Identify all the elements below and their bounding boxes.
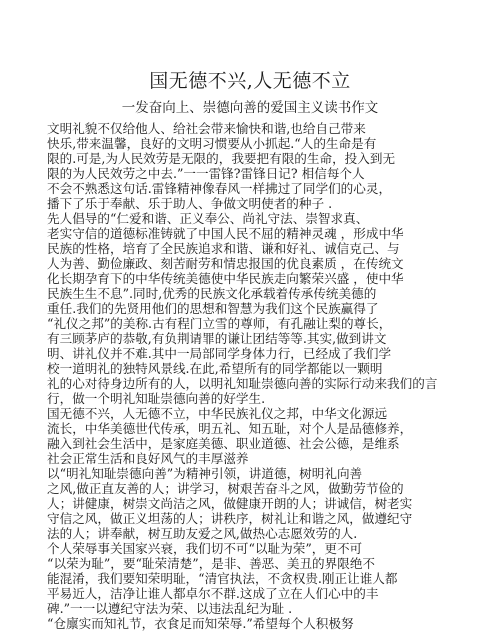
body-line: 法的人；讲奉献，树互助友爱之风,做热心志愿效劳的人. (47, 526, 358, 541)
body-line: 守信之风，做正义坦荡的人；讲秩序，树礼让和谐之风，做遵纪守 (47, 511, 413, 526)
body-line: 礼的心对待身边所有的人，以明礼知耻崇德向善的实际行动来我们的言 (47, 376, 438, 391)
body-line: 民族的性格，培育了全民族追求和谐、谦和好礼、诚信克己、与 (47, 241, 400, 256)
body-line: 能混淆，我们要知荣明耻，“清官执法，不贪权贵.刚正让谁人都 (47, 571, 398, 586)
body-line: 重任.我们的先贤用他们的思想和智慧为我们这个民族赢得了 (47, 301, 379, 316)
body-line: 社会正常生活和良好风气的丰厚滋养 (47, 451, 249, 466)
body-line: 碑.”一一以遵纪守法为荣、以违法乱纪为耻 . (47, 601, 293, 616)
body-line: “礼仪之邦”的美称.古有程门立雪的尊师，有孔融让梨的尊长， (47, 316, 392, 331)
document-title: 国无德不兴,人无德不立 (149, 70, 351, 92)
document-body (47, 121, 467, 631)
body-line: 之风,做正直友善的人；讲学习，树艰苦奋斗之风，做勤劳节俭的 (47, 481, 404, 496)
body-line: 人；讲健康，树崇文尚洁之风，做健康开朗的人；讲诚信，树老实 (47, 496, 413, 511)
body-line: 人为善、勤俭廉政、刻苦耐劳和情忠报国的优良素质 ，在传统文 (47, 256, 404, 271)
body-line: 流长，中华美德世代传承，明五礼、知五耻，对个人是品德修养， (47, 421, 413, 436)
body-line: 快乐,带来温馨，良好的文明习惯要从小抓起.“人的生命是有 (47, 136, 377, 151)
body-line: 先人倡导的“仁爱和谐、正义奉公、尚礼守法、崇智求真、 (47, 211, 369, 226)
body-line: “仓廪实而知礼节，衣食足而知荣辱.”希望每个人积极努 (47, 616, 354, 631)
body-line: 民族生生不息”.同时,优秀的民族文化承载着传承传统美德的 (47, 286, 377, 301)
body-line: 国无德不兴，人无德不立，中华民族礼仪之邦，中华文化源远 (47, 406, 388, 421)
body-line: 行，做一个明礼知耻崇德向善的好学生. (47, 391, 266, 406)
body-line: 文明礼貌不仅给他人、给社会带来愉快和谐,也给自己带来 (47, 121, 366, 136)
body-line: 老实守信的道德标准铸就了中国人民不屈的精神灵魂 ，形成中华 (47, 226, 404, 241)
body-line: 个人荣辱事关国家兴衰，我们切不可“以耻为荣”，更不可 (47, 541, 363, 556)
body-line: 融入到社会生活中，是家庭美德、职业道德、社会公德，是维系 (47, 436, 400, 451)
body-line: 化长期孕育下的中华传统美德使中华民族走向繁荣兴盛 ，使中华 (47, 271, 404, 286)
body-line: 限的.可是,为人民效劳是无限的，我要把有限的生命，投入到无 (47, 151, 396, 166)
document-subtitle: 一发奋向上、崇德向善的爱国主义读书作文 (121, 100, 379, 116)
body-line: “以荣为耻”，要“耻荣清楚”，是非、善恶、美丑的界限绝不 (47, 556, 376, 571)
body-line: 有三顾茅庐的恭敬,有负荆请罪的谦让团结等等.其实,做到讲文 (47, 331, 387, 346)
body-line: 以“明礼知耻崇德向善”为精神引领，讲道德，树明礼向善 (47, 466, 363, 481)
body-line: 平易近人，洁净让谁人都卓尔不群.这成了立在人们心中的丰 (47, 586, 379, 601)
body-line: 不会不熟悉这句话.雷锋精神像春风一样拂过了同学们的心灵， (47, 181, 392, 196)
body-line: 播下了乐于奉献、乐于助人、争做文明使者的种子 . (47, 196, 333, 211)
body-line: 校一道明礼的独特风景线.在此,希望所有的同学都能以一颗明 (47, 361, 383, 376)
body-line: 限的为人民效劳之中去.”一一雷锋?雷锋日记? 相信每个人 (47, 166, 365, 181)
body-line: 明、讲礼仪并不难.其中一局部同学身体力行，已经成了我们学 (47, 346, 392, 361)
